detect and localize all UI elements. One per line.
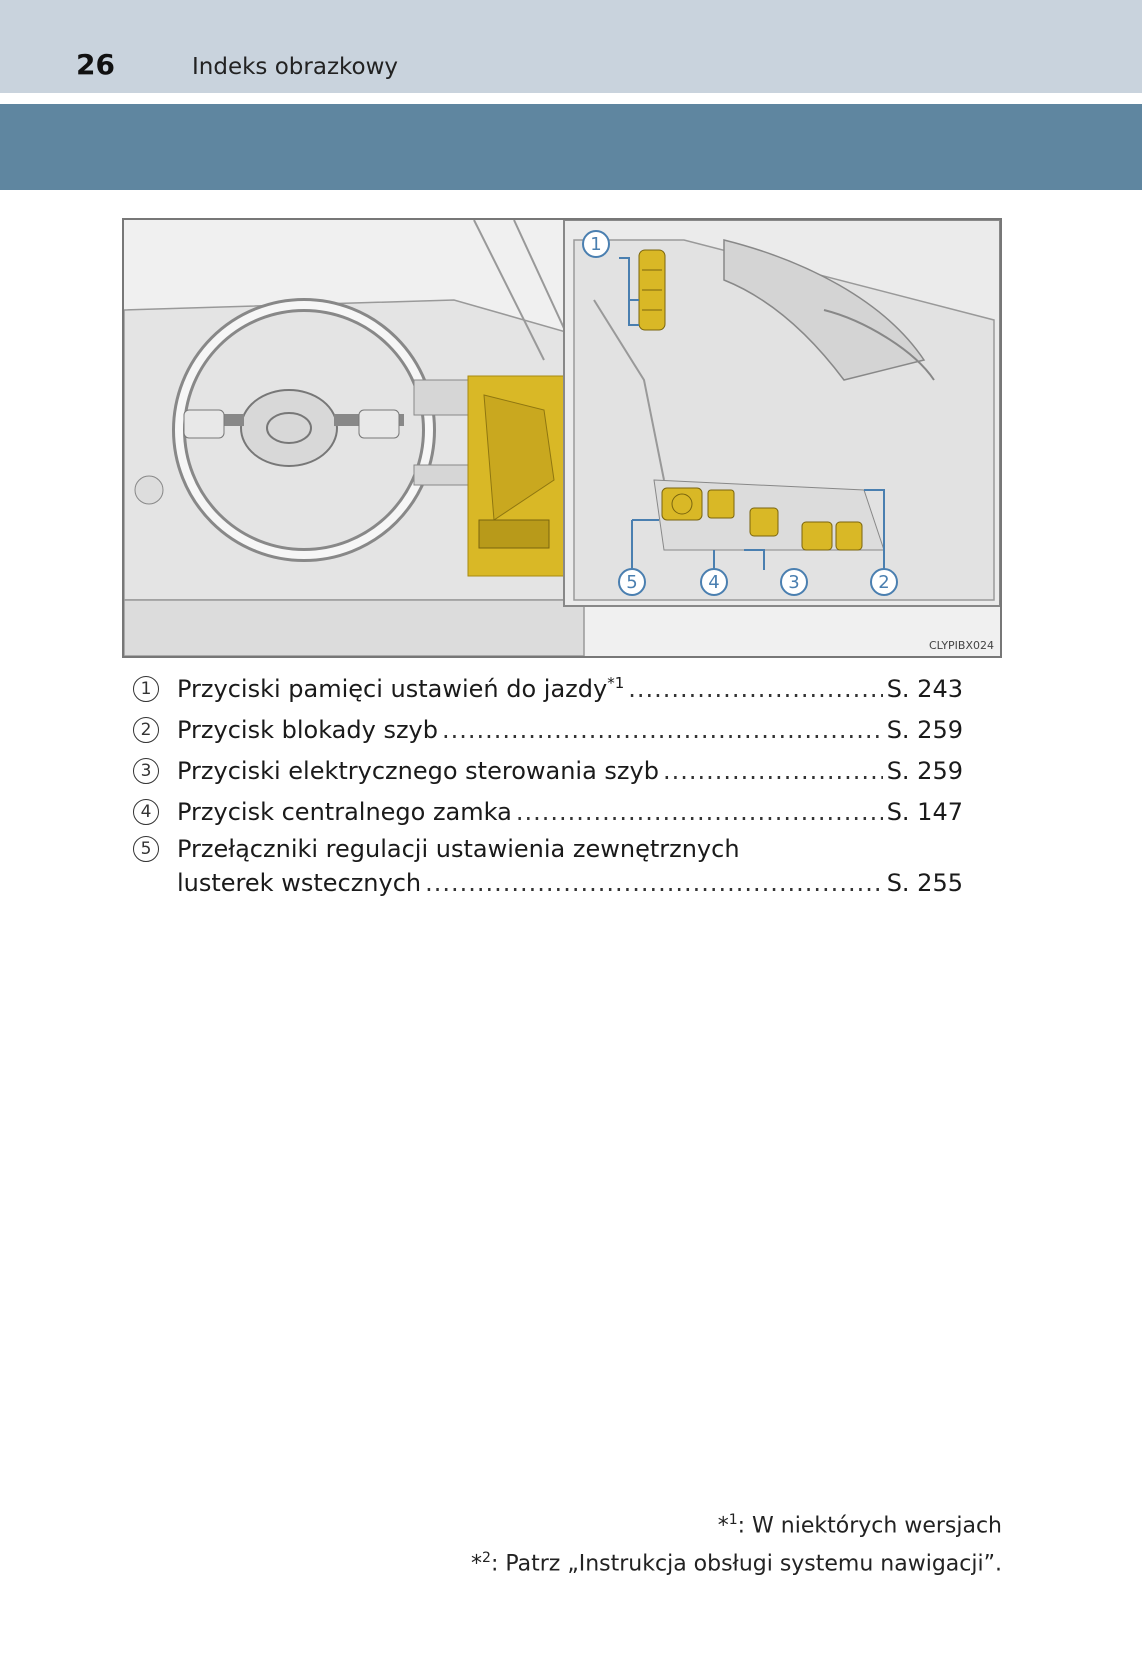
list-item	[133, 709, 963, 750]
item-label: Przełączniki regulacji ustawienia zewnętrznych	[177, 835, 740, 863]
list-item	[133, 750, 963, 791]
list-item	[133, 832, 963, 866]
item-number: 3	[133, 758, 159, 784]
interior-illustration	[122, 218, 1002, 658]
item-number: 5	[133, 836, 159, 862]
page-ref[interactable]: S. 259	[886, 756, 963, 785]
list-item-continuation	[133, 866, 963, 900]
leader-dots	[516, 798, 883, 826]
item-number: 4	[133, 799, 159, 825]
list-item	[133, 791, 963, 832]
callout-5: 5	[618, 568, 646, 596]
callout-4: 4	[700, 568, 728, 596]
item-label: Przycisk blokady szyb	[177, 715, 438, 744]
figure-code: CLYPIBX024	[928, 639, 994, 652]
page-number: 26	[76, 48, 115, 81]
section-banner	[0, 104, 1142, 190]
page-ref[interactable]: S. 255	[886, 869, 963, 897]
item-label: Przyciski elektrycznego sterowania szyb	[177, 756, 659, 785]
leader-dots	[442, 716, 883, 744]
footnote-1: *$^1$: W niektórych wersjach	[717, 1512, 1002, 1539]
leader-dots	[425, 869, 883, 897]
item-label: Przycisk centralnego zamka	[177, 797, 512, 826]
footnotes	[471, 1504, 1002, 1581]
callout-1: 1	[582, 230, 610, 258]
header-bar	[0, 0, 1142, 93]
callout-3: 3	[780, 568, 808, 596]
list-item	[133, 668, 963, 709]
item-number: 2	[133, 717, 159, 743]
item-number: 1	[133, 676, 159, 702]
leader-dots	[663, 757, 883, 785]
index-list	[133, 668, 963, 900]
page-ref[interactable]: S. 259	[886, 715, 963, 744]
item-label: Przyciski pamięci ustawień do jazdy$^{*1}$	[177, 674, 625, 703]
page-ref[interactable]: S. 147	[886, 797, 963, 826]
section-title: Indeks obrazkowy	[192, 54, 399, 80]
illustration-svg	[124, 220, 1000, 656]
page-ref[interactable]: S. 243	[886, 674, 963, 703]
footnote-2: *$^2$: Patrz „Instrukcja obsługi systemu nawigacji”.	[471, 1550, 1002, 1577]
callout-2: 2	[870, 568, 898, 596]
item-label-continued: lusterek wstecznych	[177, 869, 422, 897]
footnote-ref: *1	[607, 674, 625, 692]
leader-dots	[628, 675, 882, 703]
